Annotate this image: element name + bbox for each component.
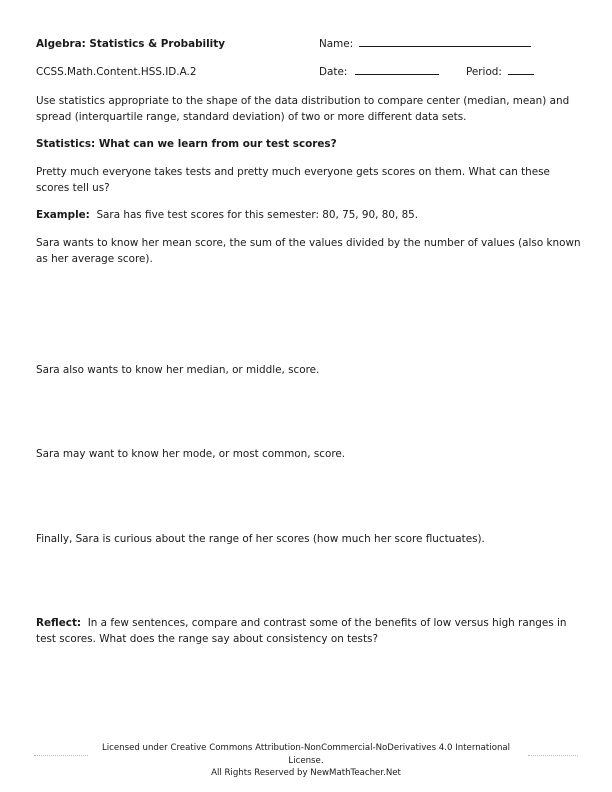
section-lead: Pretty much everyone takes tests and pretty much everyone gets scores on them. What can these scores tell us? bbox=[36, 166, 550, 194]
footer-rule-right bbox=[528, 755, 578, 756]
reflect-paragraph bbox=[36, 615, 584, 647]
period-field bbox=[466, 64, 534, 81]
name-blank-line bbox=[359, 36, 531, 47]
example-label: Example: bbox=[36, 209, 90, 221]
footer-rights: All Rights Reserved by NewMathTeacher.Net bbox=[211, 768, 401, 778]
name-field bbox=[319, 36, 531, 53]
reflect-label: Reflect: bbox=[36, 617, 82, 629]
period-blank-line bbox=[508, 64, 534, 75]
standard-code: CCSS.Math.Content.HSS.ID.A.2 bbox=[36, 66, 197, 78]
standard-description: Use statistics appropriate to the shape of the data distribution to compare center (median, mean) and spread (interquartile range, standard deviation) of two or more different data sets. bbox=[36, 95, 570, 123]
median-prompt: Sara also wants to know her median, or middle, score. bbox=[36, 364, 320, 376]
course-title: Algebra: Statistics & Probability bbox=[36, 38, 225, 50]
date-label: Date: bbox=[319, 66, 348, 78]
date-blank-line bbox=[355, 64, 439, 75]
example-text: Sara has five test scores for this semester: 80, 75, 90, 80, 85. bbox=[96, 209, 419, 221]
date-field bbox=[319, 64, 439, 81]
mean-prompt: Sara wants to know her mean score, the sum of the values divided by the number of values (also known as her average score). bbox=[36, 237, 581, 265]
example-paragraph bbox=[36, 207, 584, 223]
section-heading: Statistics: What can we learn from our test scores? bbox=[36, 138, 337, 150]
name-label: Name: bbox=[319, 38, 354, 50]
footer-license-line-1: Licensed under Creative Commons Attribution-NonCommercial-NoDerivatives 4.0 International bbox=[101, 743, 511, 753]
reflect-text: In a few sentences, compare and contrast some of the benefits of low versus high ranges in test scores. What does the range say about consistency on tests? bbox=[36, 617, 567, 645]
range-prompt: Finally, Sara is curious about the range of her scores (how much her score fluctuates). bbox=[36, 533, 485, 545]
mode-prompt: Sara may want to know her mode, or most common, score. bbox=[36, 448, 346, 460]
footer bbox=[80, 742, 532, 780]
footer-license-line-2: License. bbox=[288, 755, 324, 766]
period-label: Period: bbox=[466, 66, 502, 78]
